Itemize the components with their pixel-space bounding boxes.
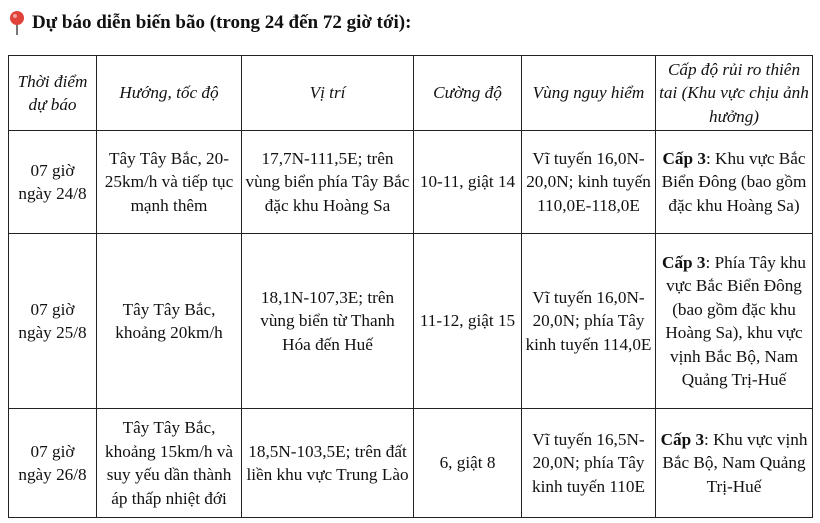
cell-danger-zone: Vĩ tuyến 16,0N-20,0N; phía Tây kinh tuyến 114,0E [522,234,656,409]
risk-level: Cấp 3 [662,252,706,272]
cell-direction: Tây Tây Bắc, khoảng 15km/h và suy yếu dần thành áp thấp nhiệt đới [97,409,242,518]
cell-time: 07 giờ ngày 26/8 [9,409,97,518]
risk-level: Cấp 3 [662,148,706,168]
cell-direction: Tây Tây Bắc, khoảng 20km/h [97,234,242,409]
risk-level: Cấp 3 [660,429,705,449]
cell-position: 18,5N-103,5E; trên đất liền khu vực Trung Lào [242,409,414,518]
cell-time: 07 giờ ngày 24/8 [9,131,97,234]
cell-position: 17,7N-111,5E; trên vùng biển phía Tây Bắc đặc khu Hoàng Sa [242,131,414,234]
map-pin-icon [8,10,26,36]
cell-danger-zone: Vĩ tuyến 16,5N-20,0N; phía Tây kinh tuyến 110E [522,409,656,518]
cell-risk [656,131,813,234]
cell-intensity: 10-11, giật 14 [414,131,522,234]
cell-time: 07 giờ ngày 25/8 [9,234,97,409]
heading-text: Dự báo diễn biến bão (trong 24 đến 72 giờ tới): [32,12,412,33]
cell-position: 18,1N-107,3E; trên vùng biển từ Thanh Hóa đến Huế [242,234,414,409]
table-row [9,234,813,409]
risk-area: : Khu vực Bắc Biển Đông (bao gồm đặc khu Hoàng Sa) [661,148,807,215]
column-header-danger-zone: Vùng nguy hiểm [522,56,656,131]
column-header-position: Vị trí [242,56,414,131]
section-heading [8,8,411,38]
column-header-intensity: Cường độ [414,56,522,131]
column-header-direction: Hướng, tốc độ [97,56,242,131]
risk-area: : Phía Tây khu vực Bắc Biển Đông (bao gồm đặc khu Hoàng Sa), khu vực vịnh Bắc Bộ, Nam Quảng Trị-Huế [665,252,806,389]
table-header-row [9,56,813,131]
cell-intensity: 11-12, giật 15 [414,234,522,409]
column-header-time: Thời điểm dự báo [9,56,97,131]
risk-area: : Khu vực vịnh Bắc Bộ, Nam Quảng Trị-Huế [662,429,808,496]
cell-risk [656,409,813,518]
cell-danger-zone: Vĩ tuyến 16,0N-20,0N; kinh tuyến 110,0E-118,0E [522,131,656,234]
table-row [9,131,813,234]
cell-direction: Tây Tây Bắc, 20-25km/h và tiếp tục mạnh thêm [97,131,242,234]
cell-risk [656,234,813,409]
forecast-table [8,55,813,518]
column-header-risk-level: Cấp độ rủi ro thiên tai (Khu vực chịu ảnh hưởng) [656,56,813,131]
cell-intensity: 6, giật 8 [414,409,522,518]
table-row [9,409,813,518]
